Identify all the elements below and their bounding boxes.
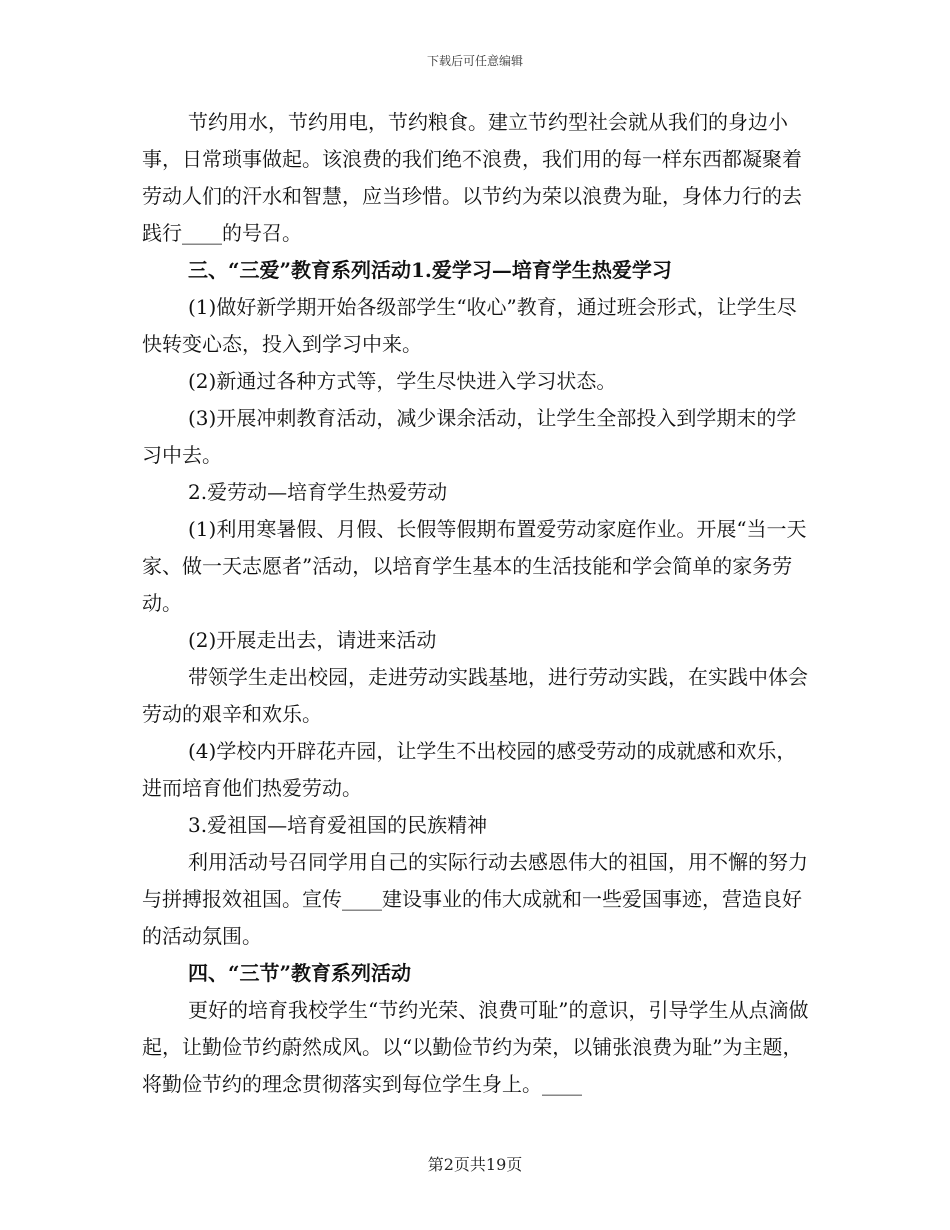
paragraph: (2)新通过各种方式等，学生尽快进入学习状态。	[188, 369, 617, 393]
section-heading: 三、“三爱”教育系列活动1.爱学习—培育学生热爱学习	[188, 258, 672, 282]
paragraph: 带领学生走出校园，走进劳动实践基地，进行劳动实践，在实践中体会劳动的艰辛和欢乐。	[142, 665, 808, 726]
page-number-footer: 第2页共19页	[427, 1155, 523, 1174]
paragraph: (2)开展走出去，请进来活动	[188, 628, 437, 652]
section-heading: 四、“三节”教育系列活动	[188, 961, 412, 985]
paragraph: 利用活动号召同学用自己的实际行动去感恩伟大的祖国，用不懈的努力与拼搏报效祖国。宣传____建设事业的伟大成就和一些爱国事迹，营造良好的活动氛围。	[142, 850, 808, 948]
page-header: 下载后可任意编辑	[426, 54, 523, 68]
subheading: 2.爱劳动—培育学生热爱劳动	[188, 480, 448, 504]
paragraph: (3)开展冲刺教育活动，减少课余活动，让学生全部投入到学期末的学习中去。	[142, 406, 797, 467]
paragraph: (1)做好新学期开始各级部学生“收心”教育，通过班会形式，让学生尽快转变心态，投入到学习中来。	[142, 295, 797, 356]
paragraph: (1)利用寒暑假、月假、长假等假期布置爱劳动家庭作业。开展“当一天家、做一天志愿者”活动，以培育学生基本的生活技能和学会简单的家务劳动。	[142, 517, 807, 615]
paragraph: 更好的培育我校学生“节约光荣、浪费可耻”的意识，引导学生从点滴做起，让勤俭节约蔚然成风。以“以勤俭节约为荣，以铺张浪费为耻”为主题，将勤俭节约的理念贯彻落实到每位学生身上。____	[142, 998, 809, 1096]
paragraph: 节约用水，节约用电，节约粮食。建立节约型社会就从我们的身边小事，日常琐事做起。该浪费的我们绝不浪费，我们用的每一样东西都凝聚着劳动人们的汗水和智慧，应当珍惜。以节约为荣以浪费为耻，身体力行的去践行____的号召。	[142, 110, 802, 245]
document-body	[142, 104, 810, 1103]
subheading: 3.爱祖国—培育爱祖国的民族精神	[188, 813, 488, 837]
paragraph: (4)学校内开辟花卉园，让学生不出校园的感受劳动的成就感和欢乐，进而培育他们热爱劳动。	[142, 739, 797, 800]
